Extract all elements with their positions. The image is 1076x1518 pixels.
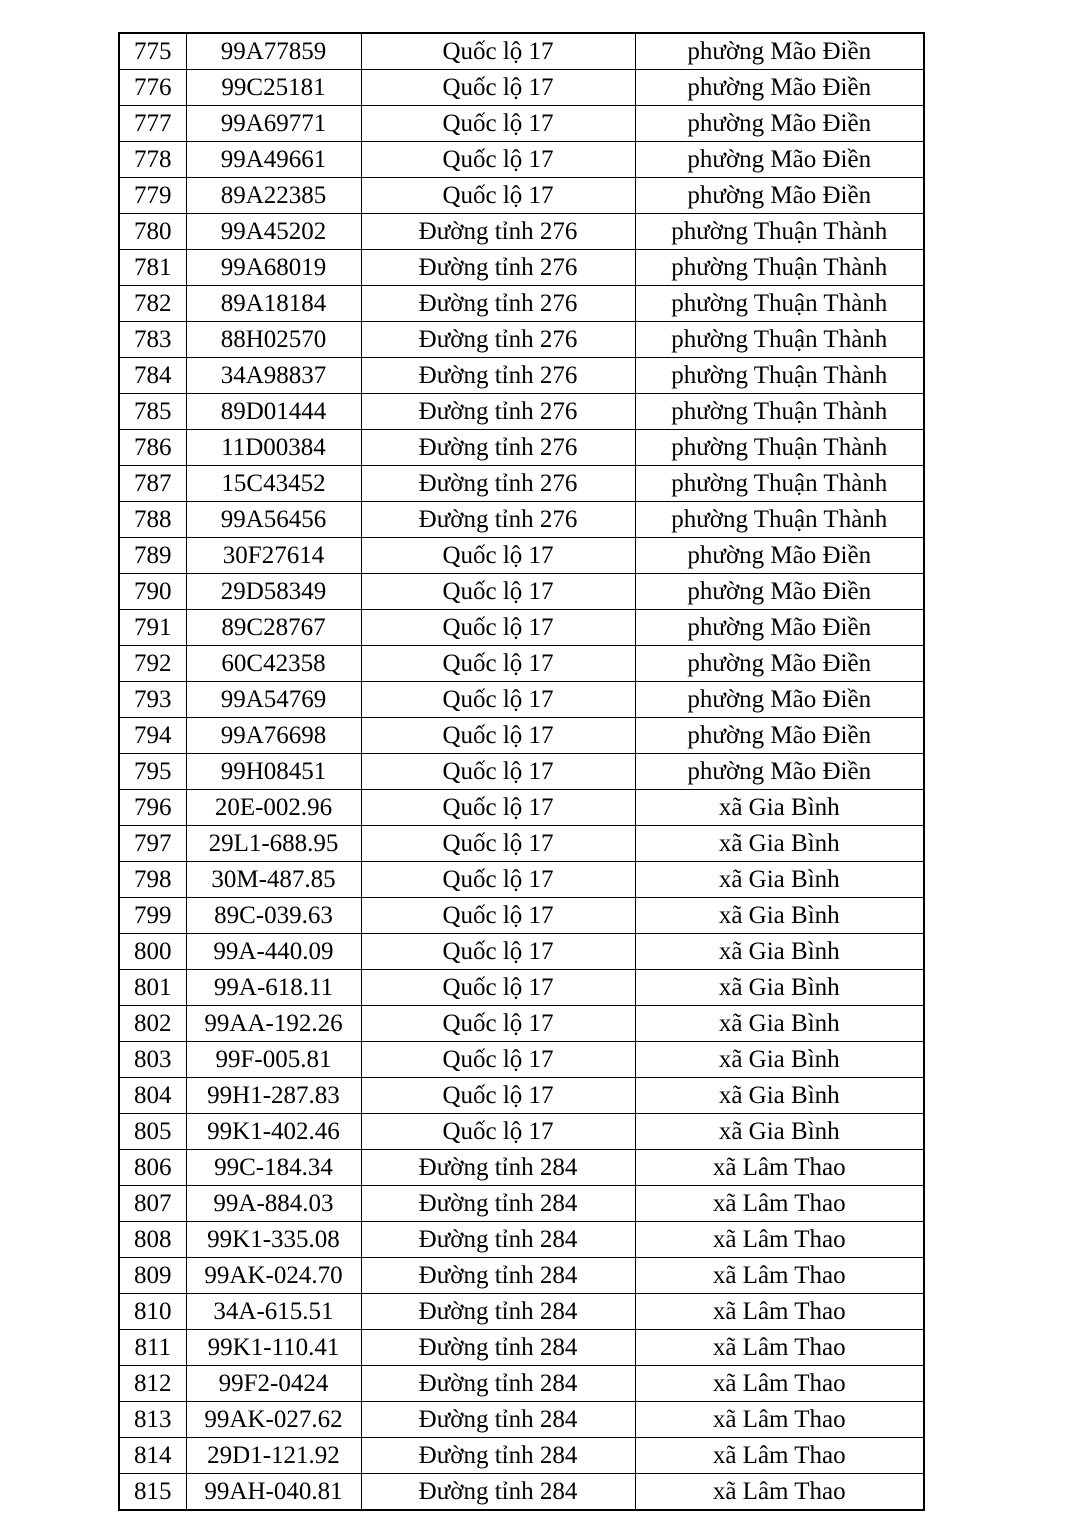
cell-dia-phuong: phường Mão Điền [635,178,924,214]
cell-bien-so-xe: 60C42358 [186,646,361,682]
cell-tuyen-duong: Đường tỉnh 284 [361,1438,635,1474]
table-row [119,322,924,358]
cell-bien-so-xe: 99A69771 [186,106,361,142]
cell-bien-so-xe: 99F2-0424 [186,1366,361,1402]
table-row [119,790,924,826]
cell-tuyen-duong: Đường tỉnh 284 [361,1222,635,1258]
cell-tuyen-duong: Quốc lộ 17 [361,70,635,106]
cell-bien-so-xe: 29L1-688.95 [186,826,361,862]
cell-bien-so-xe: 99AH-040.81 [186,1474,361,1511]
violations-table-body [119,33,924,1510]
cell-so-thu-tu: 780 [119,214,186,250]
cell-so-thu-tu: 796 [119,790,186,826]
table-row [119,1294,924,1330]
cell-dia-phuong: phường Mão Điền [635,574,924,610]
cell-bien-so-xe: 11D00384 [186,430,361,466]
cell-bien-so-xe: 99A45202 [186,214,361,250]
cell-dia-phuong: phường Mão Điền [635,70,924,106]
table-row [119,754,924,790]
cell-tuyen-duong: Đường tỉnh 284 [361,1366,635,1402]
cell-tuyen-duong: Quốc lộ 17 [361,1006,635,1042]
cell-bien-so-xe: 89A22385 [186,178,361,214]
cell-dia-phuong: phường Mão Điền [635,646,924,682]
cell-so-thu-tu: 809 [119,1258,186,1294]
table-row [119,1330,924,1366]
table-row [119,718,924,754]
cell-tuyen-duong: Đường tỉnh 284 [361,1150,635,1186]
cell-dia-phuong: xã Gia Bình [635,1078,924,1114]
cell-tuyen-duong: Đường tỉnh 276 [361,466,635,502]
cell-tuyen-duong: Đường tỉnh 284 [361,1474,635,1511]
cell-so-thu-tu: 775 [119,33,186,70]
cell-tuyen-duong: Quốc lộ 17 [361,826,635,862]
cell-tuyen-duong: Quốc lộ 17 [361,142,635,178]
cell-so-thu-tu: 794 [119,718,186,754]
cell-so-thu-tu: 778 [119,142,186,178]
table-row [119,466,924,502]
cell-tuyen-duong: Quốc lộ 17 [361,610,635,646]
cell-tuyen-duong: Quốc lộ 17 [361,1114,635,1150]
cell-so-thu-tu: 811 [119,1330,186,1366]
cell-dia-phuong: xã Gia Bình [635,1114,924,1150]
table-row [119,682,924,718]
cell-tuyen-duong: Đường tỉnh 276 [361,214,635,250]
cell-so-thu-tu: 787 [119,466,186,502]
cell-tuyen-duong: Đường tỉnh 276 [361,502,635,538]
cell-dia-phuong: xã Lâm Thao [635,1186,924,1222]
cell-so-thu-tu: 798 [119,862,186,898]
cell-dia-phuong: xã Lâm Thao [635,1330,924,1366]
table-row [119,33,924,70]
cell-bien-so-xe: 30F27614 [186,538,361,574]
cell-tuyen-duong: Đường tỉnh 276 [361,250,635,286]
table-row [119,1006,924,1042]
cell-tuyen-duong: Quốc lộ 17 [361,574,635,610]
cell-dia-phuong: phường Mão Điền [635,142,924,178]
cell-bien-so-xe: 99A68019 [186,250,361,286]
cell-tuyen-duong: Đường tỉnh 276 [361,358,635,394]
cell-so-thu-tu: 793 [119,682,186,718]
cell-bien-so-xe: 34A-615.51 [186,1294,361,1330]
cell-dia-phuong: phường Thuận Thành [635,502,924,538]
cell-dia-phuong: phường Thuận Thành [635,250,924,286]
cell-bien-so-xe: 99AK-027.62 [186,1402,361,1438]
cell-tuyen-duong: Quốc lộ 17 [361,970,635,1006]
cell-dia-phuong: phường Thuận Thành [635,322,924,358]
cell-dia-phuong: phường Mão Điền [635,610,924,646]
table-row [119,538,924,574]
cell-dia-phuong: phường Thuận Thành [635,358,924,394]
cell-bien-so-xe: 89A18184 [186,286,361,322]
table-row [119,1222,924,1258]
cell-tuyen-duong: Đường tỉnh 276 [361,286,635,322]
cell-dia-phuong: phường Thuận Thành [635,214,924,250]
cell-so-thu-tu: 783 [119,322,186,358]
violations-table-container [118,32,923,1511]
cell-dia-phuong: phường Mão Điền [635,754,924,790]
cell-dia-phuong: xã Gia Bình [635,934,924,970]
cell-bien-so-xe: 30M-487.85 [186,862,361,898]
cell-tuyen-duong: Đường tỉnh 276 [361,322,635,358]
cell-bien-so-xe: 34A98837 [186,358,361,394]
cell-bien-so-xe: 29D58349 [186,574,361,610]
cell-bien-so-xe: 15C43452 [186,466,361,502]
cell-bien-so-xe: 99H1-287.83 [186,1078,361,1114]
table-row [119,898,924,934]
cell-tuyen-duong: Đường tỉnh 284 [361,1258,635,1294]
cell-dia-phuong: xã Lâm Thao [635,1438,924,1474]
cell-tuyen-duong: Đường tỉnh 284 [361,1186,635,1222]
cell-bien-so-xe: 99AA-192.26 [186,1006,361,1042]
table-row [119,214,924,250]
cell-bien-so-xe: 88H02570 [186,322,361,358]
cell-tuyen-duong: Quốc lộ 17 [361,718,635,754]
table-row [119,862,924,898]
cell-so-thu-tu: 795 [119,754,186,790]
table-row [119,142,924,178]
cell-so-thu-tu: 808 [119,1222,186,1258]
table-row [119,430,924,466]
cell-tuyen-duong: Quốc lộ 17 [361,1078,635,1114]
cell-so-thu-tu: 789 [119,538,186,574]
cell-bien-so-xe: 99H08451 [186,754,361,790]
cell-dia-phuong: xã Gia Bình [635,862,924,898]
table-row [119,1114,924,1150]
cell-dia-phuong: xã Lâm Thao [635,1222,924,1258]
cell-so-thu-tu: 779 [119,178,186,214]
cell-dia-phuong: xã Gia Bình [635,790,924,826]
cell-so-thu-tu: 803 [119,1042,186,1078]
cell-bien-so-xe: 89C28767 [186,610,361,646]
cell-bien-so-xe: 89D01444 [186,394,361,430]
cell-tuyen-duong: Quốc lộ 17 [361,538,635,574]
cell-bien-so-xe: 99K1-402.46 [186,1114,361,1150]
cell-so-thu-tu: 797 [119,826,186,862]
cell-so-thu-tu: 788 [119,502,186,538]
cell-bien-so-xe: 99A-440.09 [186,934,361,970]
cell-tuyen-duong: Quốc lộ 17 [361,106,635,142]
cell-bien-so-xe: 99A-618.11 [186,970,361,1006]
cell-bien-so-xe: 99K1-110.41 [186,1330,361,1366]
cell-so-thu-tu: 801 [119,970,186,1006]
cell-so-thu-tu: 782 [119,286,186,322]
cell-so-thu-tu: 813 [119,1402,186,1438]
cell-dia-phuong: xã Lâm Thao [635,1474,924,1511]
cell-so-thu-tu: 784 [119,358,186,394]
cell-tuyen-duong: Quốc lộ 17 [361,754,635,790]
cell-bien-so-xe: 99A-884.03 [186,1186,361,1222]
cell-dia-phuong: phường Mão Điền [635,538,924,574]
cell-dia-phuong: xã Lâm Thao [635,1402,924,1438]
cell-so-thu-tu: 806 [119,1150,186,1186]
cell-so-thu-tu: 810 [119,1294,186,1330]
cell-so-thu-tu: 777 [119,106,186,142]
cell-tuyen-duong: Đường tỉnh 284 [361,1330,635,1366]
cell-tuyen-duong: Quốc lộ 17 [361,646,635,682]
cell-dia-phuong: xã Lâm Thao [635,1366,924,1402]
cell-bien-so-xe: 99C-184.34 [186,1150,361,1186]
table-row [119,970,924,1006]
table-row [119,358,924,394]
cell-tuyen-duong: Đường tỉnh 276 [361,394,635,430]
cell-so-thu-tu: 786 [119,430,186,466]
table-row [119,394,924,430]
cell-dia-phuong: phường Thuận Thành [635,394,924,430]
cell-bien-so-xe: 20E-002.96 [186,790,361,826]
cell-so-thu-tu: 800 [119,934,186,970]
cell-bien-so-xe: 99K1-335.08 [186,1222,361,1258]
cell-dia-phuong: xã Lâm Thao [635,1150,924,1186]
table-row [119,1186,924,1222]
cell-dia-phuong: phường Thuận Thành [635,430,924,466]
table-row [119,250,924,286]
cell-tuyen-duong: Đường tỉnh 284 [361,1294,635,1330]
cell-so-thu-tu: 815 [119,1474,186,1511]
table-row [119,1078,924,1114]
table-row [119,574,924,610]
cell-bien-so-xe: 99A77859 [186,33,361,70]
cell-dia-phuong: xã Gia Bình [635,898,924,934]
cell-bien-so-xe: 29D1-121.92 [186,1438,361,1474]
cell-dia-phuong: xã Gia Bình [635,1006,924,1042]
cell-tuyen-duong: Quốc lộ 17 [361,1042,635,1078]
table-row [119,646,924,682]
cell-bien-so-xe: 99AK-024.70 [186,1258,361,1294]
cell-so-thu-tu: 785 [119,394,186,430]
cell-tuyen-duong: Quốc lộ 17 [361,178,635,214]
cell-dia-phuong: phường Thuận Thành [635,286,924,322]
cell-dia-phuong: phường Thuận Thành [635,466,924,502]
cell-tuyen-duong: Quốc lộ 17 [361,862,635,898]
cell-tuyen-duong: Quốc lộ 17 [361,682,635,718]
cell-bien-so-xe: 99A49661 [186,142,361,178]
cell-bien-so-xe: 99A76698 [186,718,361,754]
cell-dia-phuong: xã Lâm Thao [635,1258,924,1294]
cell-bien-so-xe: 89C-039.63 [186,898,361,934]
cell-dia-phuong: phường Mão Điền [635,33,924,70]
table-row [119,1474,924,1511]
cell-dia-phuong: phường Mão Điền [635,682,924,718]
violations-table [118,32,925,1511]
cell-bien-so-xe: 99A56456 [186,502,361,538]
table-row [119,1258,924,1294]
table-row [119,610,924,646]
cell-so-thu-tu: 790 [119,574,186,610]
table-row [119,70,924,106]
table-row [119,502,924,538]
cell-bien-so-xe: 99F-005.81 [186,1042,361,1078]
table-row [119,106,924,142]
cell-so-thu-tu: 791 [119,610,186,646]
cell-dia-phuong: phường Mão Điền [635,106,924,142]
table-row [119,826,924,862]
cell-so-thu-tu: 804 [119,1078,186,1114]
cell-dia-phuong: xã Gia Bình [635,826,924,862]
cell-so-thu-tu: 792 [119,646,186,682]
table-row [119,1438,924,1474]
cell-dia-phuong: xã Lâm Thao [635,1294,924,1330]
cell-tuyen-duong: Quốc lộ 17 [361,33,635,70]
cell-bien-so-xe: 99A54769 [186,682,361,718]
cell-so-thu-tu: 802 [119,1006,186,1042]
cell-bien-so-xe: 99C25181 [186,70,361,106]
table-row [119,1366,924,1402]
table-row [119,934,924,970]
cell-dia-phuong: xã Gia Bình [635,970,924,1006]
cell-tuyen-duong: Quốc lộ 17 [361,790,635,826]
cell-dia-phuong: xã Gia Bình [635,1042,924,1078]
table-row [119,286,924,322]
cell-so-thu-tu: 776 [119,70,186,106]
cell-so-thu-tu: 814 [119,1438,186,1474]
table-row [119,1042,924,1078]
table-row [119,1150,924,1186]
cell-tuyen-duong: Quốc lộ 17 [361,898,635,934]
cell-tuyen-duong: Quốc lộ 17 [361,934,635,970]
cell-so-thu-tu: 805 [119,1114,186,1150]
cell-dia-phuong: phường Mão Điền [635,718,924,754]
cell-tuyen-duong: Đường tỉnh 276 [361,430,635,466]
cell-tuyen-duong: Đường tỉnh 284 [361,1402,635,1438]
cell-so-thu-tu: 799 [119,898,186,934]
cell-so-thu-tu: 807 [119,1186,186,1222]
table-row [119,1402,924,1438]
cell-so-thu-tu: 812 [119,1366,186,1402]
table-row [119,178,924,214]
cell-so-thu-tu: 781 [119,250,186,286]
